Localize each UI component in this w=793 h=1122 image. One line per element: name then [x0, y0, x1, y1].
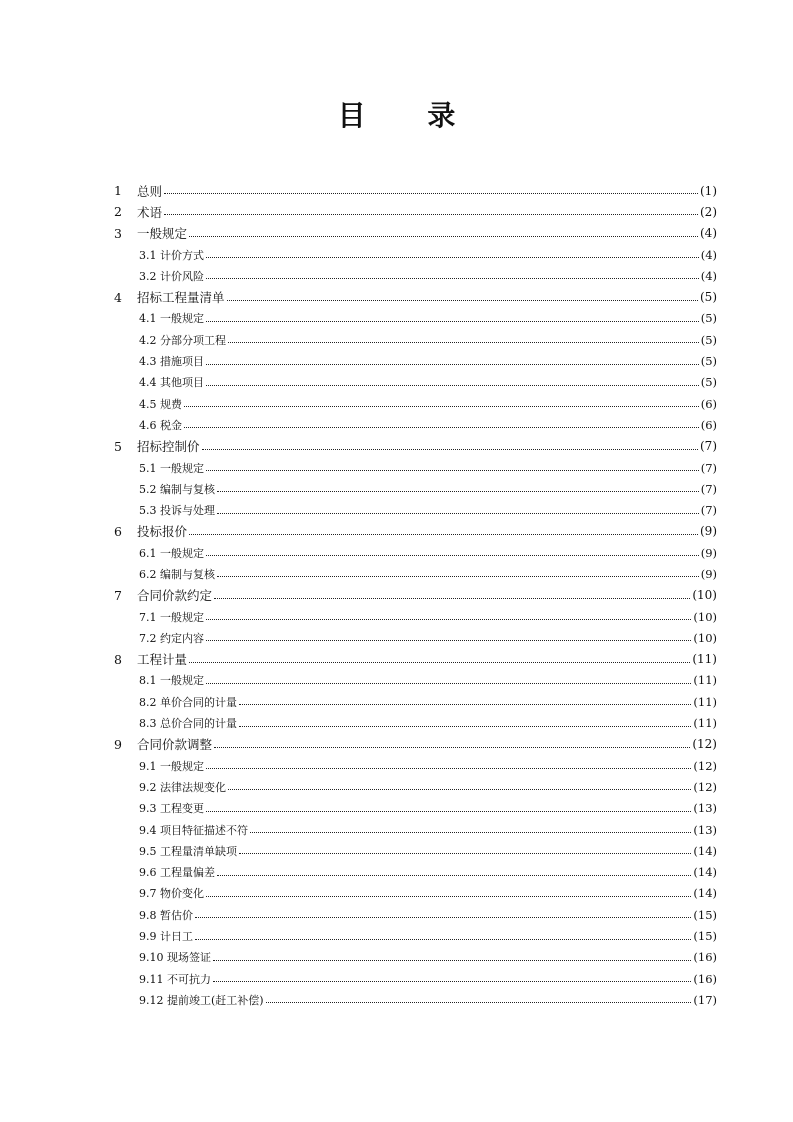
dot-leader	[214, 598, 690, 599]
toc-section-row[interactable]	[0, 244, 793, 265]
toc-chapter-row[interactable]	[0, 223, 793, 244]
toc-page-number: (7)	[700, 439, 717, 454]
chapter-number: 5	[114, 438, 122, 454]
toc-page-number: (11)	[692, 652, 717, 667]
toc-section-row[interactable]	[0, 457, 793, 478]
toc-entry-title: 4.6 税金	[139, 418, 182, 432]
toc-chapter-row[interactable]	[0, 286, 793, 307]
toc-entry	[139, 694, 717, 710]
toc-entry-title: 9.9 计日工	[139, 930, 193, 944]
toc-section-row[interactable]	[0, 925, 793, 946]
dot-leader	[239, 853, 691, 854]
toc-section-row[interactable]	[0, 798, 793, 819]
toc-section-row[interactable]	[0, 691, 793, 712]
toc-entry-title: 7.2 约定内容	[139, 631, 204, 645]
toc-entry-title: 投标报价	[137, 524, 188, 540]
toc-entry	[137, 182, 717, 200]
toc-section-row[interactable]	[0, 350, 793, 371]
dot-leader	[164, 214, 698, 215]
toc-section-row[interactable]	[0, 563, 793, 584]
dot-leader	[239, 726, 691, 727]
toc-entry-title: 5.1 一般规定	[139, 461, 204, 475]
dot-leader	[228, 342, 699, 343]
toc-entry-title: 9.10 现场签证	[139, 951, 211, 965]
toc-chapter-row[interactable]	[0, 201, 793, 222]
toc-page-number: (5)	[700, 375, 717, 390]
dot-leader	[206, 811, 691, 812]
toc-page-number: (11)	[693, 673, 717, 688]
dot-leader	[184, 406, 699, 407]
dot-leader	[206, 278, 699, 279]
toc-entry-title: 5.3 投诉与处理	[139, 504, 215, 518]
toc-entry-title: 9.4 项目特征描述不符	[139, 823, 248, 837]
toc-section-row[interactable]	[0, 627, 793, 648]
toc-entry	[139, 353, 717, 369]
toc-section-row[interactable]	[0, 968, 793, 989]
chapter-number: 4	[114, 289, 122, 305]
toc-section-row[interactable]	[0, 819, 793, 840]
toc-entry-title: 招标控制价	[137, 439, 200, 455]
toc-page-number: (9)	[700, 545, 717, 560]
toc-entry	[139, 971, 717, 987]
toc-entry	[139, 949, 717, 965]
toc-section-row[interactable]	[0, 542, 793, 563]
toc-entry	[139, 864, 717, 880]
toc-section-row[interactable]	[0, 606, 793, 627]
toc-page-number: (13)	[693, 822, 717, 837]
toc-page-number: (6)	[700, 396, 717, 411]
toc-page-number: (12)	[693, 779, 717, 794]
toc-entry	[139, 715, 717, 731]
toc-entry	[139, 481, 717, 497]
toc-page-number: (1)	[700, 183, 717, 198]
dot-leader	[206, 364, 699, 365]
toc-page-number: (9)	[700, 524, 717, 539]
toc-page-number: (7)	[700, 460, 717, 475]
dot-leader	[266, 1002, 692, 1003]
toc-page-number: (9)	[700, 566, 717, 581]
toc-entry	[139, 502, 717, 518]
toc-entry	[139, 332, 717, 348]
toc-chapter-row[interactable]	[0, 436, 793, 457]
toc-entry-title: 4.5 规费	[139, 397, 182, 411]
toc-entry-title: 6.1 一般规定	[139, 546, 204, 560]
dot-leader	[214, 747, 690, 748]
chapter-number: 9	[114, 736, 122, 752]
toc-entry-title: 招标工程量清单	[137, 290, 225, 306]
toc-entry-title: 9.3 工程变更	[139, 802, 204, 816]
dot-leader	[206, 768, 691, 769]
toc-page-number: (5)	[700, 354, 717, 369]
toc-entry	[139, 843, 717, 859]
dot-leader	[206, 896, 691, 897]
toc-section-row[interactable]	[0, 755, 793, 776]
toc-entry-title: 9.7 物价变化	[139, 887, 204, 901]
toc-chapter-row[interactable]	[0, 180, 793, 201]
toc-page-number: (7)	[700, 503, 717, 518]
toc-entry	[139, 800, 717, 816]
dot-leader	[250, 832, 691, 833]
toc-entry	[139, 417, 717, 433]
toc-entry-title: 9.11 不可抗力	[139, 972, 211, 986]
dot-leader	[206, 385, 699, 386]
toc-entry	[139, 630, 717, 646]
toc-entry-title: 8.1 一般规定	[139, 674, 204, 688]
dot-leader	[239, 704, 691, 705]
toc-entry-title: 6.2 编制与复核	[139, 567, 215, 581]
toc-entry	[137, 224, 717, 242]
toc-entry	[137, 735, 717, 753]
toc-page-number: (14)	[693, 886, 717, 901]
toc-section-row[interactable]	[0, 989, 793, 1010]
toc-entry	[137, 586, 717, 604]
toc-entry	[139, 992, 717, 1008]
toc-page-number: (7)	[700, 481, 717, 496]
toc-page-number: (5)	[700, 332, 717, 347]
toc-chapter-row[interactable]	[0, 585, 793, 606]
toc-entry-title: 4.1 一般规定	[139, 312, 204, 326]
dot-leader	[213, 981, 691, 982]
chapter-number: 7	[114, 587, 122, 603]
toc-entry-title: 总则	[137, 183, 163, 199]
dot-leader	[195, 939, 691, 940]
dot-leader	[206, 321, 699, 322]
toc-page-number: (17)	[693, 992, 717, 1007]
toc-page-number: (12)	[692, 737, 717, 752]
toc-entry-title: 术语	[137, 204, 163, 220]
toc-page-number: (10)	[693, 630, 717, 645]
toc-page-number: (13)	[693, 801, 717, 816]
toc-page-number: (4)	[700, 247, 717, 262]
toc-entry-title: 3.2 计价风险	[139, 269, 204, 283]
toc-entry-title: 合同价款调整	[137, 737, 213, 753]
toc-entry	[137, 437, 717, 455]
toc-section-row[interactable]	[0, 372, 793, 393]
toc-entry	[139, 460, 717, 476]
toc-entry-title: 9.8 暂估价	[139, 908, 193, 922]
chapter-number: 3	[114, 225, 122, 241]
toc-section-row[interactable]	[0, 414, 793, 435]
toc-page-number: (16)	[693, 950, 717, 965]
toc-page-number: (12)	[693, 758, 717, 773]
toc-chapter-row[interactable]	[0, 649, 793, 670]
toc-section-row[interactable]	[0, 883, 793, 904]
toc-entry-title: 7.1 一般规定	[139, 610, 204, 624]
toc-section-row[interactable]	[0, 308, 793, 329]
toc-entry-title: 3.1 计价方式	[139, 248, 204, 262]
dot-leader	[195, 917, 691, 918]
toc-entry	[137, 288, 717, 306]
toc-section-row[interactable]	[0, 712, 793, 733]
toc-entry-title: 8.2 单价合同的计量	[139, 695, 237, 709]
toc-entry	[137, 203, 717, 221]
toc-entry	[139, 758, 717, 774]
dot-leader	[189, 534, 698, 535]
toc-entry	[139, 310, 717, 326]
toc-page-number: (2)	[700, 204, 717, 219]
toc-entry-title: 9.5 工程量清单缺项	[139, 844, 237, 858]
chapter-number: 8	[114, 651, 122, 667]
toc-entry-title: 9.1 一般规定	[139, 759, 204, 773]
dot-leader	[202, 449, 698, 450]
toc-section-row[interactable]	[0, 393, 793, 414]
toc-entry-title: 工程计量	[137, 652, 188, 668]
toc-entry	[139, 609, 717, 625]
chapter-number: 6	[114, 523, 122, 539]
toc-entry-title: 4.4 其他项目	[139, 376, 204, 390]
toc-page-number: (11)	[693, 694, 717, 709]
toc-entry	[139, 907, 717, 923]
dot-leader	[213, 960, 691, 961]
dot-leader	[189, 662, 690, 663]
toc-entry-title: 5.2 编制与复核	[139, 482, 215, 496]
toc-section-row[interactable]	[0, 776, 793, 797]
dot-leader	[206, 470, 699, 471]
toc-entry	[139, 822, 717, 838]
dot-leader	[164, 193, 698, 194]
toc-entry-title: 4.3 措施项目	[139, 355, 204, 369]
toc-page-number: (6)	[700, 417, 717, 432]
toc-section-row[interactable]	[0, 499, 793, 520]
toc-entry-title: 合同价款约定	[137, 588, 213, 604]
dot-leader	[217, 576, 699, 577]
toc-section-row[interactable]	[0, 670, 793, 691]
toc-entry-title: 9.12 提前竣工(赶工补偿)	[139, 993, 264, 1007]
toc-entry	[139, 247, 717, 263]
dot-leader	[184, 427, 699, 428]
toc-page-number: (4)	[700, 226, 717, 241]
dot-leader	[189, 236, 698, 237]
toc-chapter-row[interactable]	[0, 521, 793, 542]
dot-leader	[217, 875, 691, 876]
toc-page-number: (16)	[693, 971, 717, 986]
toc-page-number: (4)	[700, 268, 717, 283]
toc-entry	[139, 928, 717, 944]
toc-entry	[139, 396, 717, 412]
toc-section-row[interactable]	[0, 329, 793, 350]
dot-leader	[227, 300, 698, 301]
toc-entry	[137, 522, 717, 540]
table-of-contents	[0, 180, 793, 1011]
toc-chapter-row[interactable]	[0, 734, 793, 755]
toc-entry-title: 4.2 分部分项工程	[139, 333, 226, 347]
toc-section-row[interactable]	[0, 862, 793, 883]
toc-entry-title: 9.6 工程量偏差	[139, 866, 215, 880]
toc-entry	[139, 885, 717, 901]
toc-entry-title: 9.2 法律法规变化	[139, 780, 226, 794]
toc-page-number: (14)	[693, 843, 717, 858]
toc-entry	[139, 672, 717, 688]
toc-page-number: (11)	[693, 716, 717, 731]
toc-page-number: (15)	[693, 907, 717, 922]
toc-page-number: (15)	[693, 929, 717, 944]
toc-section-row[interactable]	[0, 947, 793, 968]
toc-entry	[139, 374, 717, 390]
toc-entry-title: 一般规定	[137, 226, 188, 242]
toc-page-number: (5)	[700, 290, 717, 305]
toc-entry	[139, 545, 717, 561]
toc-page-number: (14)	[693, 865, 717, 880]
dot-leader	[206, 555, 699, 556]
dot-leader	[228, 789, 691, 790]
toc-entry-title: 8.3 总价合同的计量	[139, 717, 237, 731]
page-title: 目 录	[337, 99, 482, 132]
toc-page-number: (10)	[692, 588, 717, 603]
dot-leader	[206, 257, 699, 258]
dot-leader	[206, 640, 691, 641]
dot-leader	[206, 619, 691, 620]
toc-entry	[137, 650, 717, 668]
toc-entry	[139, 566, 717, 582]
dot-leader	[217, 513, 699, 514]
chapter-number: 2	[114, 204, 122, 220]
toc-page-number: (5)	[700, 311, 717, 326]
toc-page-number: (10)	[693, 609, 717, 624]
toc-section-row[interactable]	[0, 265, 793, 286]
toc-section-row[interactable]	[0, 478, 793, 499]
toc-section-row[interactable]	[0, 840, 793, 861]
chapter-number: 1	[114, 183, 122, 199]
dot-leader	[206, 683, 691, 684]
toc-entry	[139, 268, 717, 284]
toc-section-row[interactable]	[0, 904, 793, 925]
dot-leader	[217, 491, 699, 492]
toc-entry	[139, 779, 717, 795]
